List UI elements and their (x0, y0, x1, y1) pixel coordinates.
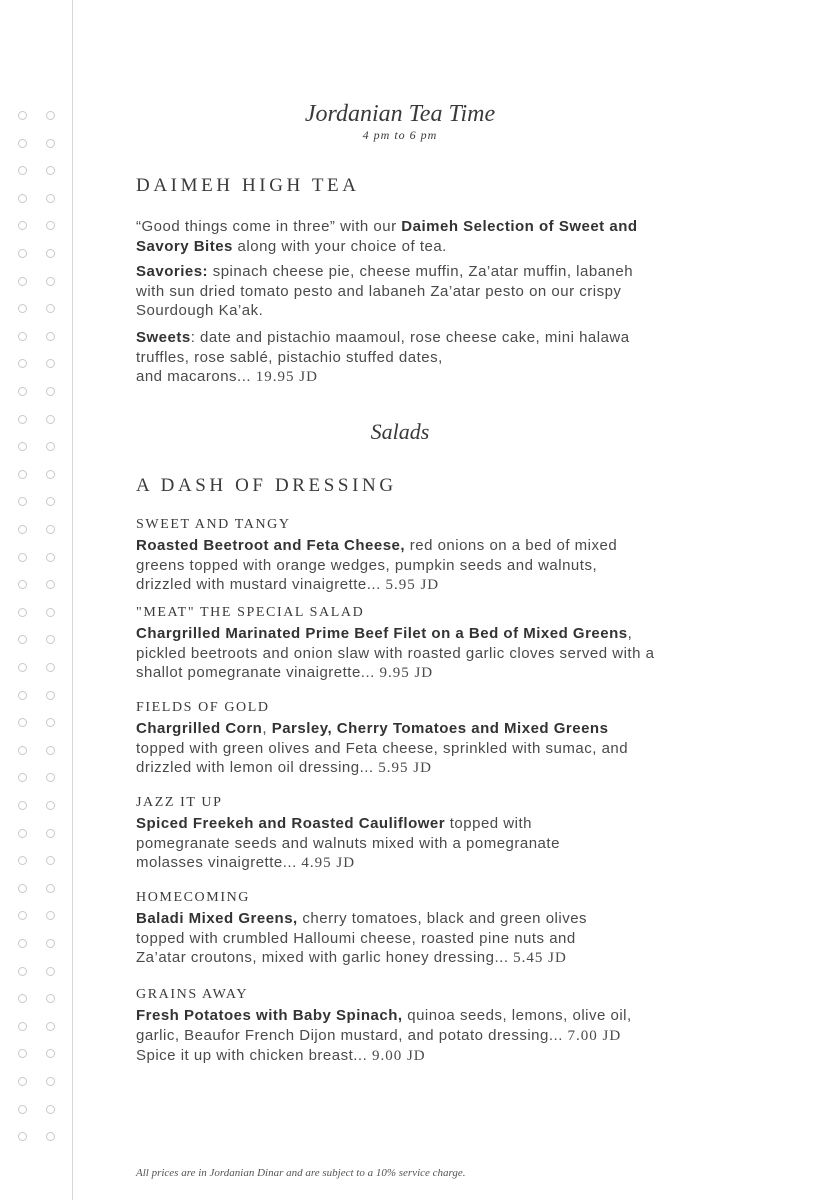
binder-hole (46, 525, 55, 534)
tea-sweets: Sweets: date and pistachio maamoul, rose cheese cake, mini halawa truffles, rose sablé, pistachio stuffed dates, and macarons... 19.95 JD (136, 329, 630, 385)
binder-hole (18, 718, 27, 727)
binder-hole (46, 332, 55, 341)
binder-hole (18, 829, 27, 838)
binder-hole (46, 608, 55, 617)
binder-hole (46, 829, 55, 838)
binder-hole (18, 939, 27, 948)
binder-hole (46, 415, 55, 424)
salad-price: 7.00 JD (567, 1027, 622, 1044)
salad-price: 5.45 JD (513, 950, 567, 966)
salad-price: 5.95 JD (378, 760, 432, 776)
binder-hole (18, 691, 27, 700)
binder-hole (18, 911, 27, 920)
binder-hole (46, 277, 55, 286)
salad-extra-price: 9.00 JD (371, 1048, 426, 1064)
tea-time-hours: 4 pm to 6 pm (362, 128, 438, 142)
binder-hole (18, 773, 27, 782)
salad-description: Chargrilled Marinated Prime Beef Filet on a Bed of Mixed Greens, pickled beetroots and onion slaw with roasted garlic cloves served with a shallot pomegranate vinaigrette... 9.95 JD (136, 625, 655, 681)
binder-hole (46, 194, 55, 203)
binder-hole (18, 801, 27, 810)
binder-hole (18, 746, 27, 755)
binder-hole (46, 663, 55, 672)
salads-title: Salads (370, 419, 430, 444)
binder-hole (46, 1077, 55, 1086)
binder-hole (46, 304, 55, 313)
binder-hole (46, 387, 55, 396)
binder-hole (46, 580, 55, 589)
binder-hole (18, 553, 27, 562)
binder-hole (46, 1049, 55, 1058)
salad-title: SWEET AND TANGY (136, 517, 291, 532)
binder-hole (46, 166, 55, 175)
tea-savories: Savories: spinach cheese pie, cheese muffin, Za’atar muffin, labaneh with sun dried tomato pesto and labaneh Za’atar pesto on our crispy Sourdough Ka’ak. (136, 263, 634, 319)
binder-hole (18, 1049, 27, 1058)
binder-hole (46, 249, 55, 258)
binder-hole (46, 773, 55, 782)
binder-hole (18, 1022, 27, 1031)
binder-hole (18, 994, 27, 1003)
binder-hole (46, 359, 55, 368)
binder-hole (46, 442, 55, 451)
binder-hole (46, 1132, 55, 1141)
tea-time-title: Jordanian Tea Time (304, 101, 496, 127)
binder-hole (18, 663, 27, 672)
binder-margin (0, 0, 73, 1200)
binder-hole (46, 994, 55, 1003)
binder-hole (18, 470, 27, 479)
binder-hole (18, 497, 27, 506)
binder-hole (18, 139, 27, 148)
binder-hole (46, 470, 55, 479)
binder-hole (46, 746, 55, 755)
salad-price: 4.95 JD (301, 855, 356, 871)
binder-hole (18, 111, 27, 120)
binder-hole (46, 718, 55, 727)
binder-hole (46, 911, 55, 920)
binder-hole (46, 967, 55, 976)
binder-hole (46, 553, 55, 562)
binder-hole (18, 442, 27, 451)
binder-hole (46, 856, 55, 865)
binder-hole (18, 221, 27, 230)
binder-hole (18, 415, 27, 424)
salad-description: Fresh Potatoes with Baby Spinach, quinoa seeds, lemons, olive oil, garlic, Beaufor French Dijon mustard, and potato dressing... 7.00 JD Spice it up with chicken breast... 9.00 JD (136, 1007, 632, 1064)
binder-hole (46, 221, 55, 230)
binder-hole (18, 1105, 27, 1114)
binder-hole (46, 691, 55, 700)
salad-description: Spiced Freekeh and Roasted Cauliflower topped with pomegranate seeds and walnuts mixed with a pomegranate molasses vinaigrette... 4.95 JD (136, 815, 560, 871)
salad-description: Roasted Beetroot and Feta Cheese, red onions on a bed of mixed greens topped with orange wedges, pumpkin seeds and walnuts, drizzled with mustard vinaigrette... 5.95 JD (136, 537, 618, 593)
binder-hole (18, 249, 27, 258)
binder-hole (18, 1132, 27, 1141)
salad-description: Chargrilled Corn, Parsley, Cherry Tomatoes and Mixed Greens topped with green olives and Feta cheese, sprinkled with sumac, and drizzled with lemon oil dressing... 5.95 JD (136, 720, 629, 776)
binder-hole (46, 635, 55, 644)
salad-title: HOMECOMING (136, 890, 250, 905)
binder-hole (46, 139, 55, 148)
salad-title: JAZZ IT UP (136, 795, 223, 810)
tea-price: 19.95 JD (255, 369, 318, 385)
binder-hole (46, 801, 55, 810)
binder-hole (46, 111, 55, 120)
salad-price: 5.95 JD (385, 577, 440, 593)
dash-of-dressing-heading: A DASH OF DRESSING (136, 475, 397, 496)
binder-hole (18, 166, 27, 175)
binder-hole (46, 1105, 55, 1114)
binder-hole (46, 497, 55, 506)
binder-hole (18, 1077, 27, 1086)
binder-hole (18, 884, 27, 893)
binder-hole (18, 967, 27, 976)
binder-hole (18, 359, 27, 368)
binder-hole (18, 387, 27, 396)
daimeh-high-tea-heading: DAIMEH HIGH TEA (136, 175, 360, 196)
salad-description: Baladi Mixed Greens, cherry tomatoes, black and green olives topped with crumbled Halloumi cheese, roasted pine nuts and Za’atar croutons, mixed with garlic honey dressing... 5.45 JD (136, 910, 588, 966)
salad-title: FIELDS OF GOLD (136, 700, 270, 715)
binder-hole (46, 884, 55, 893)
binder-hole (18, 277, 27, 286)
binder-hole (46, 939, 55, 948)
binder-hole (18, 635, 27, 644)
binder-hole (18, 194, 27, 203)
salad-price: 9.95 JD (379, 665, 434, 681)
binder-hole (18, 304, 27, 313)
binder-hole (18, 608, 27, 617)
binder-hole (18, 856, 27, 865)
binder-hole (18, 332, 27, 341)
binder-hole (46, 1022, 55, 1031)
service-charge-note: All prices are in Jordanian Dinar and are subject to a 10% service charge. (136, 1167, 466, 1179)
binder-hole (18, 580, 27, 589)
salad-title: "MEAT" THE SPECIAL SALAD (136, 605, 365, 620)
binder-hole (18, 525, 27, 534)
salad-title: GRAINS AWAY (136, 987, 249, 1002)
tea-intro: “Good things come in three” with our Daimeh Selection of Sweet and Savory Bites along with your choice of tea. (136, 218, 638, 255)
